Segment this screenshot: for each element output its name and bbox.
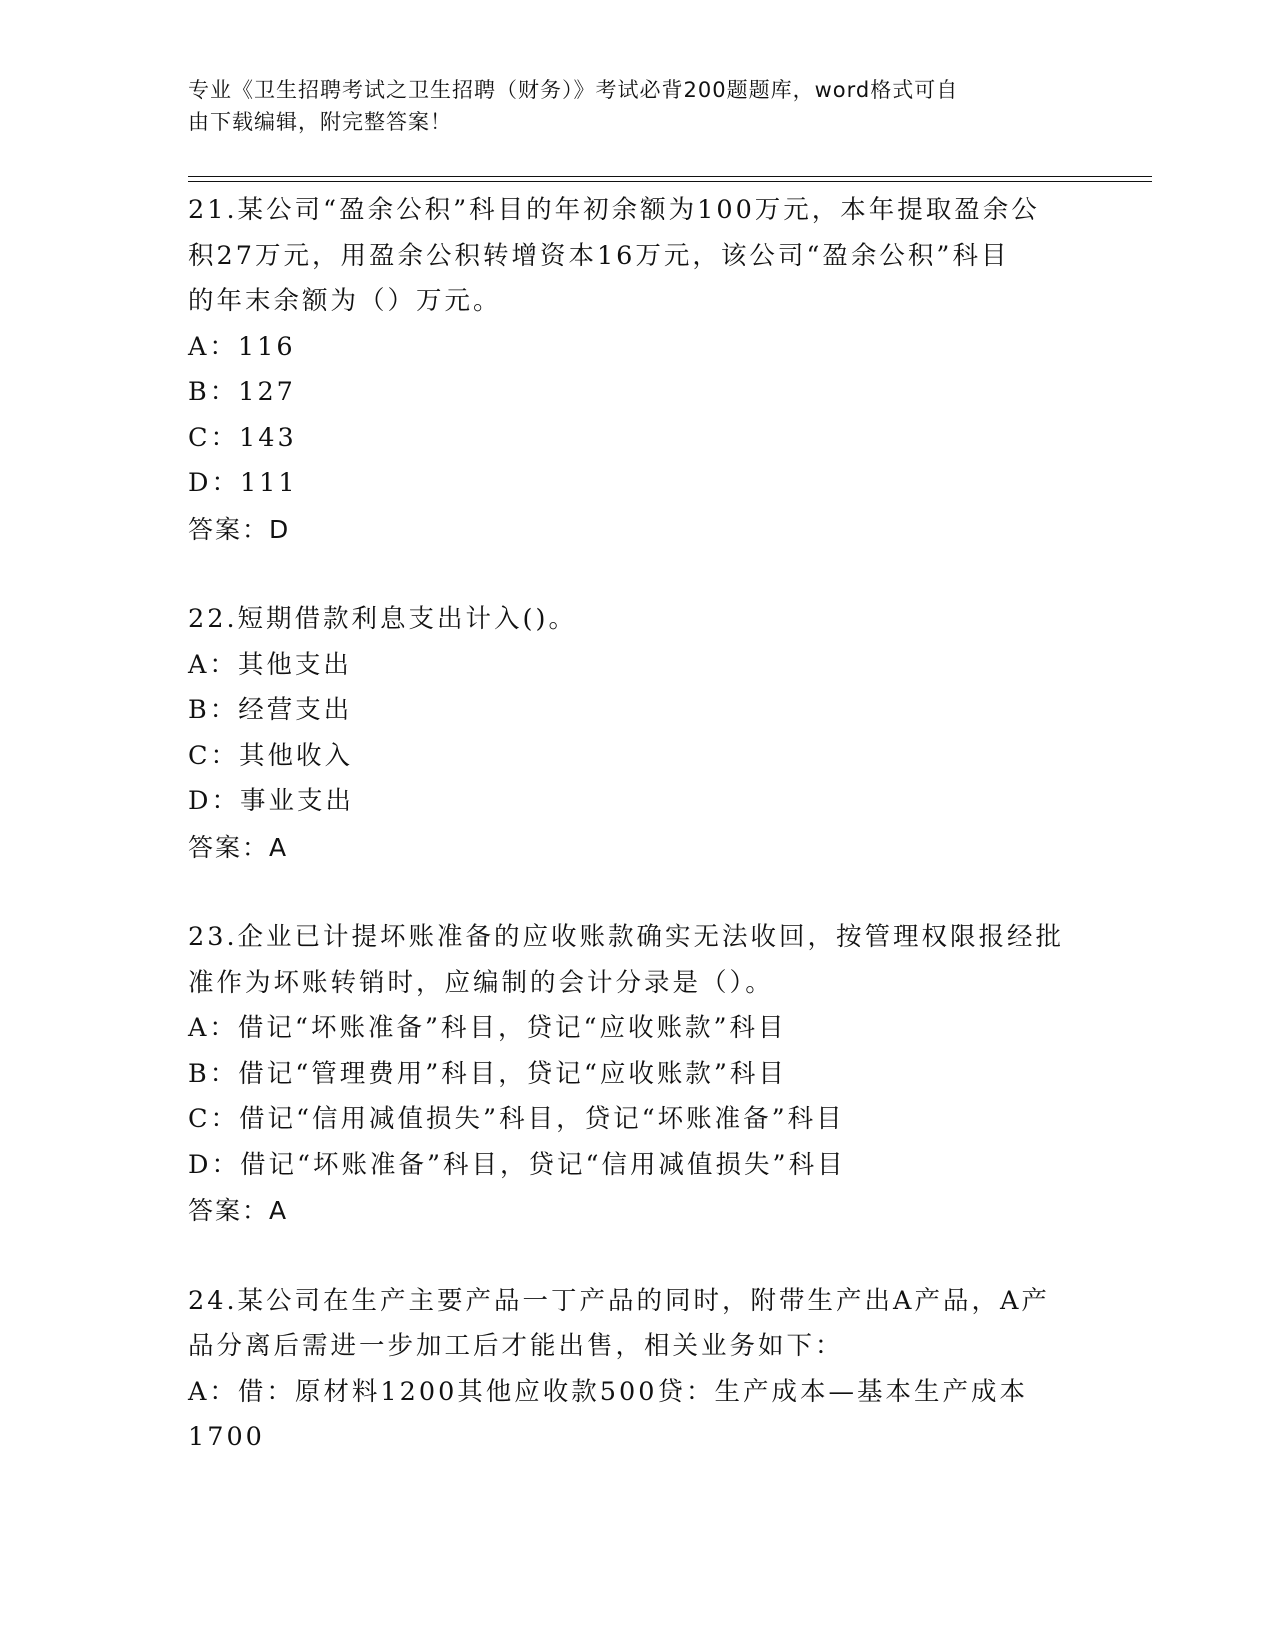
option-a: A：借记“坏账准备”科目，贷记“应收账款”科目 xyxy=(188,1013,787,1043)
option-a: A：借：原材料1200其他应收款500贷：生产成本—基本生产成本 xyxy=(188,1376,1028,1407)
spacer xyxy=(188,552,1088,597)
option-d: D：借记“坏账准备”科目，贷记“信用减值损失”科目 xyxy=(188,1149,846,1180)
answer: 答案：A xyxy=(188,832,289,862)
question-text-line: 的年末余额为（）万元。 xyxy=(188,286,502,316)
question-text-line: 21.某公司“盈余公积”科目的年初余额为100万元，本年提取盈余公 xyxy=(188,195,1040,225)
option-b: B：借记“管理费用”科目，贷记“应收账款”科目 xyxy=(188,1058,787,1089)
question-text-line: 22.短期借款利息支出计入()。 xyxy=(188,604,577,634)
option-a: A：其他支出 xyxy=(188,649,352,680)
option-a: A：116 xyxy=(188,331,296,362)
option-b: B：经营支出 xyxy=(188,695,353,725)
header-rule-bottom xyxy=(188,181,1152,182)
spacer xyxy=(188,870,1088,915)
question-list xyxy=(188,188,1088,1461)
question-text-line: 24.某公司在生产主要产品一丁产品的同时，附带生产出A产品，A产 xyxy=(188,1285,1050,1316)
answer: 答案：A xyxy=(188,1196,289,1225)
question-22 xyxy=(188,597,1088,870)
header-rule-top xyxy=(188,176,1152,177)
spacer xyxy=(188,1234,1088,1279)
option-c: C：其他收入 xyxy=(188,740,354,771)
question-text-line: 品分离后需进一步加工后才能出售，相关业务如下： xyxy=(188,1331,844,1361)
question-text-line: 准作为坏账转销时，应编制的会计分录是（）。 xyxy=(188,967,774,998)
question-24 xyxy=(188,1279,1088,1461)
question-text-line: 积27万元，用盈余公积转增资本16万元，该公司“盈余公积”科目 xyxy=(188,240,1010,271)
question-21 xyxy=(188,188,1088,552)
question-text-line: 23.企业已计提坏账准备的应收账款确实无法收回，按管理权限报经批 xyxy=(188,922,1065,952)
question-23 xyxy=(188,915,1088,1234)
option-d: D：111 xyxy=(188,468,298,498)
answer: 答案：D xyxy=(188,514,291,544)
option-c: C：143 xyxy=(188,422,297,453)
option-b: B：127 xyxy=(188,377,296,407)
option-d: D：事业支出 xyxy=(188,786,354,816)
header-line-2: 由下载编辑，附完整答案！ xyxy=(188,110,452,134)
header-line-1: 专业《卫生招聘考试之卫生招聘（财务）》考试必背200题题库，word格式可自 xyxy=(188,78,959,102)
option-c: C：借记“信用减值损失”科目，贷记“坏账准备”科目 xyxy=(188,1104,845,1134)
document-header xyxy=(188,74,1068,138)
option-a-continued: 1700 xyxy=(188,1422,265,1452)
